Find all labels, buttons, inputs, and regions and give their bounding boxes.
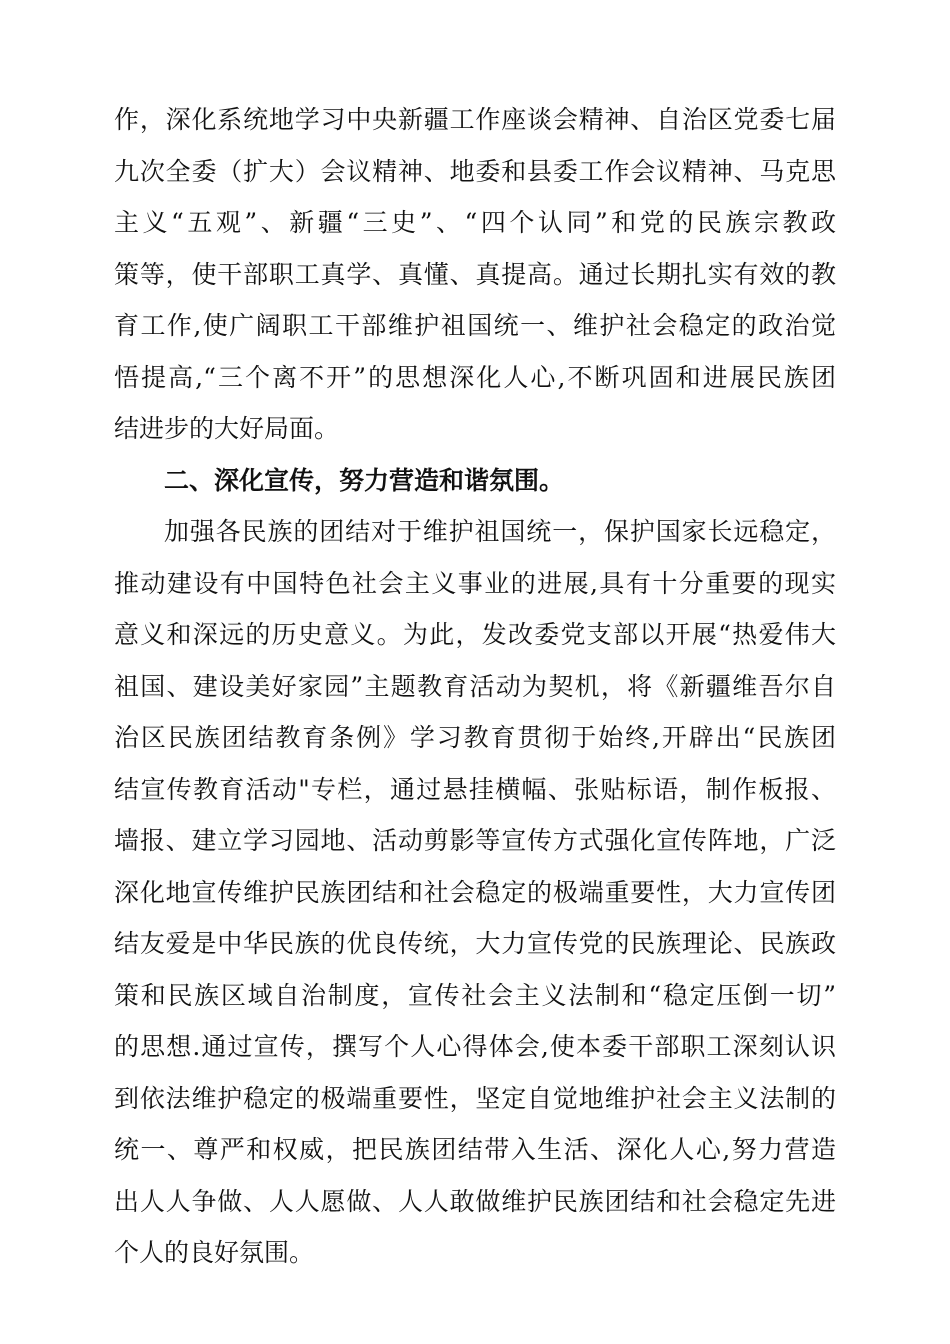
paragraph-2-line: 结宣传教育活动"专栏，通过悬挂横幅、张贴标语，制作板报、 — [114, 774, 836, 804]
paragraph-2-line: 意义和深远的历史意义。为此，发改委党支部以开展“热爱伟大 — [114, 620, 836, 649]
paragraph-2-line: 深化地宣传维护民族团结和社会稳定的极端重要性，大力宣传团 — [114, 877, 836, 907]
section-heading: 二、深化宣传，努力营造和谐氛围。 — [164, 465, 565, 495]
paragraph-1-line: 育工作,使广阔职工干部维护祖国统一、维护社会稳定的政治觉 — [114, 311, 836, 340]
paragraph-2-line: 墙报、建立学习园地、活动剪影等宣传方式强化宣传阵地，广泛 — [114, 826, 836, 855]
paragraph-2 — [114, 506, 836, 1279]
paragraph-2-line: 加强各民族的团结对于维护祖国统一，保护国家长远稳定， — [164, 517, 836, 546]
paragraph-1-line: 九次全委（扩大）会议精神、地委和县委工作会议精神、马克思 — [114, 156, 836, 186]
paragraph-2-line: 推动建设有中国特色社会主义事业的进展,具有十分重要的现实 — [114, 568, 836, 598]
paragraph-2-line: 治区民族团结教育条例》学习教育贯彻于始终,开辟出“民族团 — [114, 723, 836, 752]
paragraph-2-line: 祖国、建设美好家园”主题教育活动为契机，将《新疆维吾尔自 — [114, 671, 836, 701]
paragraph-1-line: 策等，使干部职工真学、真懂、真提高。通过长期扎实有效的教 — [114, 259, 836, 289]
paragraph-1-line: 悟提高,“三个离不开”的思想深化人心,不断巩固和进展民族团 — [114, 362, 836, 392]
paragraph-2-line: 统一、尊严和权威，把民族团结带入生活、深化人心,努力营造 — [114, 1135, 836, 1164]
paragraph-1-line: 作，深化系统地学习中央新疆工作座谈会精神、自治区党委七届 — [114, 105, 836, 134]
paragraph-2-line: 的思想.通过宣传，撰写个人心得体会,使本委干部职工深刻认识 — [114, 1032, 836, 1061]
paragraph-1-line: 主义“五观”、新疆“三史”、“四个认同”和党的民族宗教政 — [114, 208, 836, 237]
paragraph-1-line: 结进步的大好局面。 — [114, 414, 340, 443]
document-body — [114, 94, 836, 1279]
paragraph-1 — [114, 94, 836, 455]
paragraph-2-line: 到依法维护稳定的极端重要性，坚定自觉地维护社会主义法制的 — [114, 1083, 836, 1113]
paragraph-2-line: 结友爱是中华民族的优良传统，大力宣传党的民族理论、民族政 — [114, 929, 836, 958]
paragraph-2-line: 个人的良好氛围。 — [114, 1238, 315, 1267]
paragraph-2-line: 出人人争做、人人愿做、人人敢做维护民族团结和社会稳定先进 — [114, 1186, 836, 1216]
paragraph-2-line: 策和民族区域自治制度，宣传社会主义法制和“稳定压倒一切” — [114, 980, 836, 1010]
